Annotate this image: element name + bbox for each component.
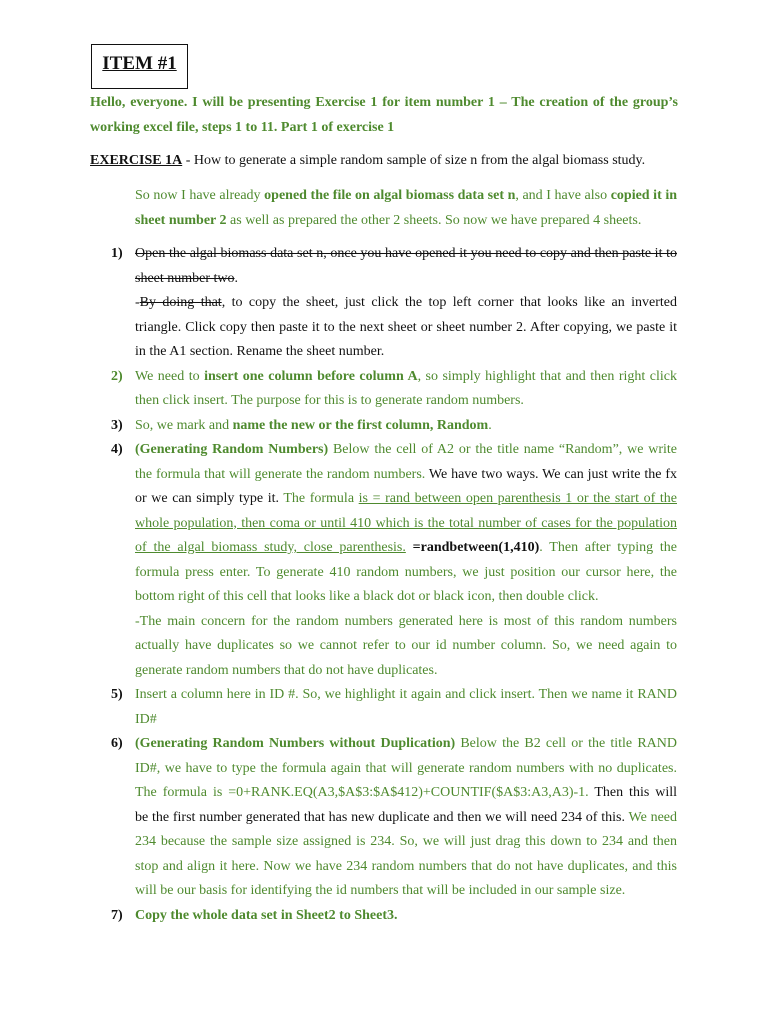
step-6-text-c: We need 234 because the sample size assigned is 234. So, we will just drag this down to 234 and then stop and align it here. Now we have 234 random numbers that do not have duplicates, and this will be our basis for identifying the id numbers that will be included in our sample size.: [135, 809, 677, 898]
item-title: ITEM #1: [102, 53, 177, 74]
step-4-text-b: We have two ways. We can just write the fx or we can simply type it.: [135, 466, 677, 506]
note-text-5: as well as prepared the other 2 sheets. So now we have prepared 4 sheets.: [226, 213, 642, 228]
note-paragraph: [135, 183, 677, 233]
step-1-struck-phrase: By doing that: [139, 295, 222, 310]
step-5-text: Insert a column here in ID #. So, we highlight it again and click insert. Then we name it RAND ID#: [135, 687, 677, 727]
step-1-struck-text: Open the algal biomass data set n, once you have opened it you need to copy and then paste it to sheet number two: [135, 246, 677, 286]
step-4-text-g: . Then after typing the formula press enter. To generate 410 random numbers, we just position our cursor here, the bottom right of this cell that looks like a black dot or black icon, then double click.: [135, 540, 677, 604]
step-number: 7): [111, 907, 123, 923]
step-3-text-b: name the new or the first column, Random: [232, 417, 489, 433]
step-1-period: .: [234, 270, 239, 286]
step-number: 2): [111, 368, 123, 384]
step-4: [0, 438, 677, 683]
step-4-heading: (Generating Random Numbers): [135, 442, 329, 457]
step-4-note: -The main concern for the random numbers generated here is most of this random numbers actually have duplicates so we cannot refer to our id number column. So, we need again to generate random numbers that do not have duplicates.: [135, 613, 677, 678]
step-6-text-b: Then this will be the first number generated that has new duplicate and then we will need 234 of this.: [135, 785, 678, 825]
step-number: 1): [111, 246, 123, 261]
note-text-2: opened the file on algal biomass data set n: [264, 188, 516, 203]
step-number: 3): [111, 417, 123, 433]
step-1-text: , to copy the sheet, just click the top left corner that looks like an inverted triangle. Click copy then paste it to the next sheet or sheet number 2. After copying, we paste it in the A1 section. Rename the sheet number.: [135, 295, 677, 359]
item-title-box: [91, 44, 188, 89]
step-4-text-a: Below the cell of A2 or the title name “Random”, we write the formula that will generate the random numbers.: [135, 442, 677, 482]
exercise-label: EXERCISE 1A: [90, 153, 183, 168]
note-text-1: So now I have already: [135, 188, 265, 203]
step-5: [0, 683, 677, 732]
step-7: [0, 904, 677, 929]
steps-list: [0, 242, 768, 928]
note-text-4: copied it in sheet number 2: [135, 188, 678, 228]
step-1: [0, 242, 677, 365]
step-number: 6): [111, 736, 123, 751]
intro-paragraph: Hello, everyone. I will be presenting Exercise 1 for item number 1 – The creation of the group’s working excel file, steps 1 to 11. Part 1 of exercise 1: [90, 95, 678, 135]
step-3-text-c: .: [488, 417, 492, 433]
step-2: [0, 365, 677, 414]
step-6: [0, 732, 677, 904]
step-4-text-c: The formula: [283, 491, 359, 506]
step-7-text: Copy the whole data set in Sheet2 to Sheet3.: [135, 907, 398, 923]
exercise-heading: [90, 150, 690, 172]
step-3-text-a: So, we mark and: [135, 417, 233, 433]
step-2-text-a: We need to: [135, 368, 205, 384]
step-number: 5): [111, 687, 123, 702]
step-4-formula-description: is = rand between open parenthesis 1 or the start of the whole population, then coma or until 410 which is the total number of cases for the population of the algal biomass study, close parenthesis.: [135, 491, 677, 555]
step-4-formula: =randbetween(1,410): [412, 540, 540, 555]
step-number: 4): [111, 442, 123, 457]
step-6-heading: (Generating Random Numbers without Duplication): [135, 736, 456, 751]
step-2-text-c: , so simply highlight that and then right click then click insert. The purpose for this is to generate random numbers.: [135, 368, 677, 408]
exercise-description: - How to generate a simple random sample of size n from the algal biomass study.: [182, 153, 646, 168]
step-1-dash: -: [135, 295, 140, 310]
note-text-3: , and I have also: [515, 188, 611, 203]
step-4-gap: [406, 540, 413, 555]
step-3: [0, 414, 677, 439]
step-6-text-a: Below the B2 cell or the title RAND ID#, we have to type the formula again that will generate random numbers with no duplicates. The formula is =0+RANK.EQ(A3,$A$3:$A$412)+COUNTIF($A$3:A3,A3)-1.: [135, 736, 677, 800]
step-2-text-b: insert one column before column A: [204, 368, 418, 384]
